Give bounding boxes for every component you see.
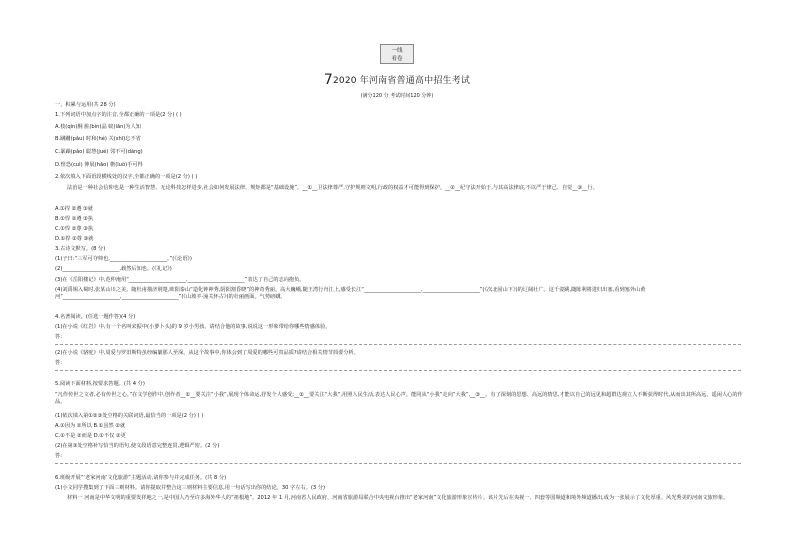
q3-item-1: (1)子曰:“三军可夺帅也,______________________。”(《论语》) — [55, 256, 192, 262]
q3-item-3: (3)在《岳阳楼记》中,范仲淹用“______________________,______________________”表达了自己的志向抱负。 — [55, 277, 305, 283]
q6-material-1: 材料一 河南是中华文明的重要发祥地之一,是中国人乃至许多海外华人的“祖根地”。2012 年 1 月,河南省人民政府、河南省旅游局联合中央电视台推出“老家河南”文化旅游形象宣传片。该片先后在央视一、四套等国频道和境外频道播出,成为一张展示了文化厚重、风光秀美的河南文旅形象。 — [67, 495, 729, 501]
badge-line-1: 一线 — [391, 48, 403, 54]
q5-sub-1: (1)依次填入第①②③处空格的关联词语,最恰当的一项是(2 分) ( ) — [55, 413, 204, 419]
answer-line — [55, 463, 741, 464]
q3-item-2: (2)______________________,载然后知也。(《礼记》) — [55, 266, 172, 272]
badge-label — [380, 44, 414, 64]
title-text: 2020 年河南省普通高中招生考试 — [332, 76, 471, 86]
q1-option-c: C.暴躁(pǎo) 聪慧(jué) 邻不可(dàng) — [55, 149, 143, 155]
question-5: 5.阅读下面材料,按要求答题。(共 4 分) — [55, 381, 145, 387]
q2-option-c: C.①悍 ②尊 ③执 — [55, 226, 94, 232]
page-title — [0, 72, 794, 88]
answer-line — [55, 344, 741, 345]
question-1: 1.下列词语中加点字的注音,全都正确的一项是(2 分) ( ) — [55, 112, 182, 118]
q2-option-b: B.①悍 ②遵 ③执 — [55, 216, 94, 222]
q5-options-cd: C.①不是 ②而是 D.①不仅 ②更 — [55, 433, 126, 439]
title-number: 7 — [323, 72, 333, 88]
q1-option-b: B.蹒跚(pǎu) 时和(hé) 关(shī)忘不省 — [55, 136, 141, 142]
q4-item-2: (2)在小说《骆驼》中,周爱与罗旧斯特虽经编纂那人至深。从这个故事中,你体会到了周爱的哪些可贵品质?请结合相关情节简要分析。 — [55, 350, 359, 356]
q2-option-d: D.①捍 ②尊 ③就 — [55, 236, 94, 242]
answer-line — [55, 370, 741, 371]
question-3: 3.古诗文默写。(8 分) — [55, 246, 106, 252]
q1-option-d: D.惶恐(cuì) 伸展(hǎo) 檐(luò)手可得 — [55, 162, 143, 168]
q3-item-4: (4)刘禹锡入蜀时,张某山川之美。随杜甫描济荆楚,欧阳泰山“造化钟神秀,阴阳割昏晓”的神奇秀丽。高大巍峨,随王湾行舟江上,感受长江“______________________,______________________”(《次北固山下》)的辽阔壮广。这千姿跳,随陈利将进归出塞,看到塞外山黄河“______________________,______________________”(《山坡羊·潼关怀古》)的壮丽画面。气势磅礴。 — [55, 287, 646, 300]
q2-option-a: A.①捍 ②遵 ③就 — [55, 206, 93, 212]
q5-passage: “凡作传世之文者,必有传世之心。”在文学创作中,创作者__①__要关注“小我”,展现个体命运,抒发个人感受;__②__要关注“大我”,用照人民生活,表达人民心声。能同从“小我”走向“大我”,__③__。有了深刻的思想、高远的情思,才能以自己的远见和超群达观立人不断获得时代,从而出其所高远、遥闲人心的作品。 — [55, 392, 743, 405]
q5-options-ab: A.①因为 ②所以 B.①虽然 ②就 — [55, 423, 126, 429]
q5-sub-2: (2)在第③处空格补写恰当的语句,使文段语意完整连贯,逻辑严密。(2 分) — [55, 443, 220, 449]
question-6: 6.班级开展“‘老家河南’文化旅游”主题活动,请你参与并完成任务。(共 8 分) — [55, 475, 227, 481]
answer-label: 答: — [55, 453, 62, 459]
q2-passage: 法治是一种社会信仰也是一种生活智慧。无论科技怎样进步,社会如何发展法律、规矩都是“基础设施”。__①__卫法律尊严,守护规则文明,行政的权益才可能得到保护。__②__纪守法开始于,与其高法律底,不以严于律己、自觉__③__行。 — [67, 185, 598, 191]
q4-item-1: (1)在小说《红岩》中,有一个名叫宋振中(小萝卜头)的 9 岁小男孩。请结合他的故事,说说这一形象带给你哪些情感体验。 — [55, 324, 331, 330]
answer-label: 答: — [55, 360, 62, 366]
badge-line-2: 看卷 — [391, 56, 403, 62]
question-4: 4.名著阅读。(任选一题作答)(4 分) — [55, 314, 136, 320]
exam-subtitle: (满分120 分 考试时间120 分钟) — [360, 93, 434, 99]
question-2: 2.依次填入下面语段横线处的汉字,全都正确的一项是(2 分) ( ) — [55, 174, 198, 180]
section-heading: 一、积累与运用(共 28 分) — [55, 102, 116, 108]
q6-sub-1: (1)小文同学搜集到了下面三则材料。请你提取并整合这三则材料主要信息,用一句话写出你的结论。30 字左右。(3 分) — [55, 485, 326, 491]
q1-option-a: A.枝(qín)桐 脏(bìn)晶 蚁(lǎn)为人知 — [55, 124, 141, 130]
answer-label: 答: — [55, 334, 62, 340]
